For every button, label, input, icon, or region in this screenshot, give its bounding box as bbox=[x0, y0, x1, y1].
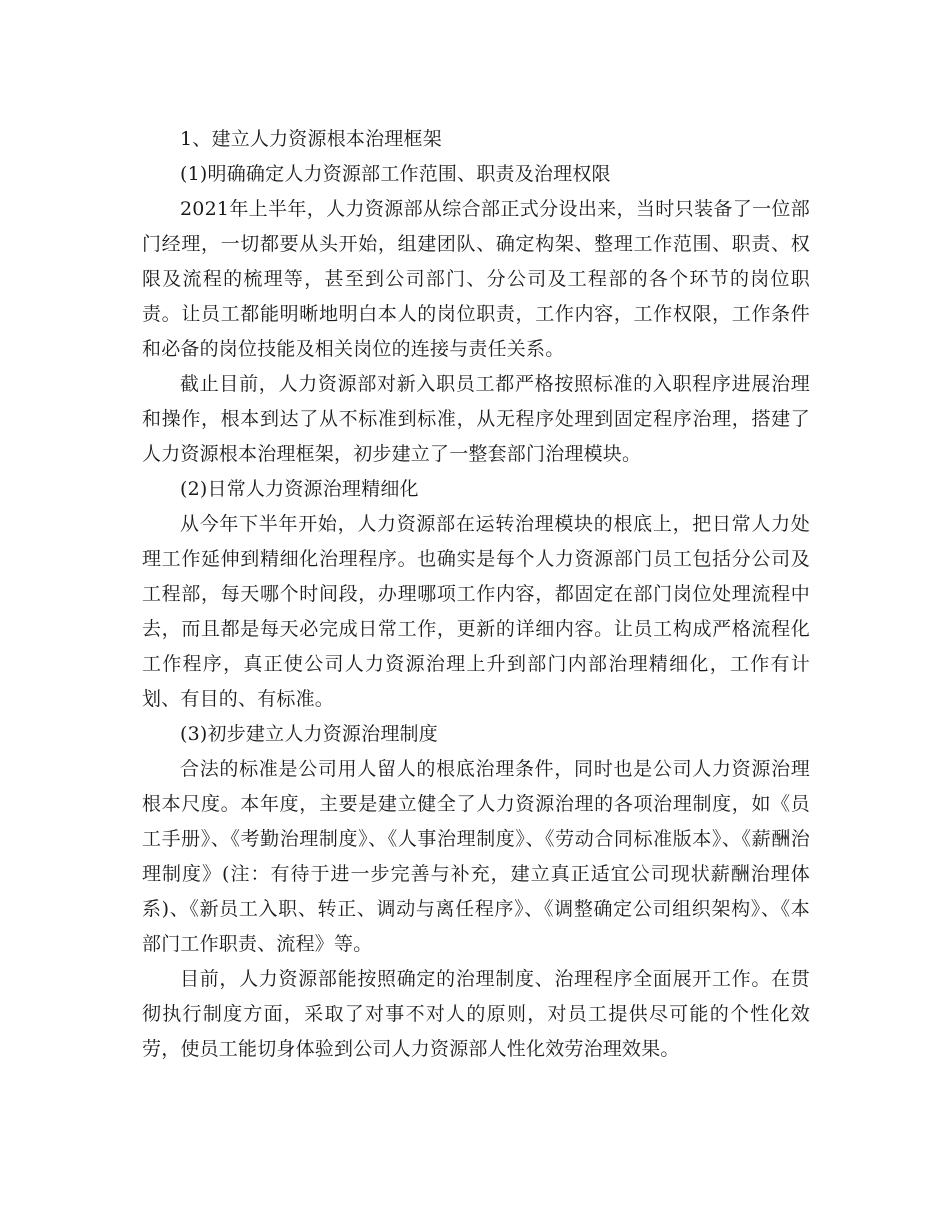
body-paragraph: 2021年上半年，人力资源部从综合部正式分设出来，当时只装备了一位部门经理，一切都要从头开始，组建团队、确定构架、整理工作范围、职责、权限及流程的梳理等，甚至到公司部门、分公司及工程部的各个环节的岗位职责。让员工都能明晰地明白本人的岗位职责，工作内容，工作权限，工作条件和必备的岗位技能及相关岗位的连接与责任关系。 bbox=[142, 198, 810, 360]
document-body bbox=[142, 122, 810, 1067]
subsection-heading: (3)初步建立人力资源治理制度 bbox=[180, 723, 438, 745]
body-paragraph: 合法的标准是公司用人留人的根底治理条件，同时也是公司人力资源治理根本尺度。本年度，主要是建立健全了人力资源治理的各项治理制度，如《员工手册》、《考勤治理制度》、《人事治理制度》、《劳动合同标准版本》、《薪酬治理制度》(注：有待于进一步完善与补充，建立真正适宜公司现状薪酬治理体系)、《新员工入职、转正、调动与离任程序》、《调整确定公司组织架构》、《本部门工作职责、流程》等。 bbox=[142, 758, 810, 955]
subsection-heading: (2)日常人力资源治理精细化 bbox=[180, 478, 419, 500]
section-heading: 1、建立人力资源根本治理框架 bbox=[180, 128, 442, 150]
body-paragraph: 截止目前，人力资源部对新入职员工都严格按照标准的入职程序进展治理和操作，根本到达了从不标准到标准，从无程序处理到固定程序治理，搭建了人力资源根本治理框架，初步建立了一整套部门治理模块。 bbox=[142, 373, 810, 465]
subsection-heading: (1)明确确定人力资源部工作范围、职责及治理权限 bbox=[180, 163, 611, 185]
body-paragraph: 目前，人力资源部能按照确定的治理制度、治理程序全面展开工作。在贯彻执行制度方面，采取了对事不对人的原则，对员工提供尽可能的个性化效劳，使员工能切身体验到公司人力资源部人性化效劳治理效果。 bbox=[142, 968, 810, 1060]
body-paragraph: 从今年下半年开始，人力资源部在运转治理模块的根底上，把日常人力处理工作延伸到精细化治理程序。也确实是每个人力资源部门员工包括分公司及工程部，每天哪个时间段，办理哪项工作内容，都固定在部门岗位处理流程中去，而且都是每天必完成日常工作，更新的详细内容。让员工构成严格流程化工作程序，真正使公司人力资源治理上升到部门内部治理精细化，工作有计划、有目的、有标准。 bbox=[142, 513, 810, 710]
